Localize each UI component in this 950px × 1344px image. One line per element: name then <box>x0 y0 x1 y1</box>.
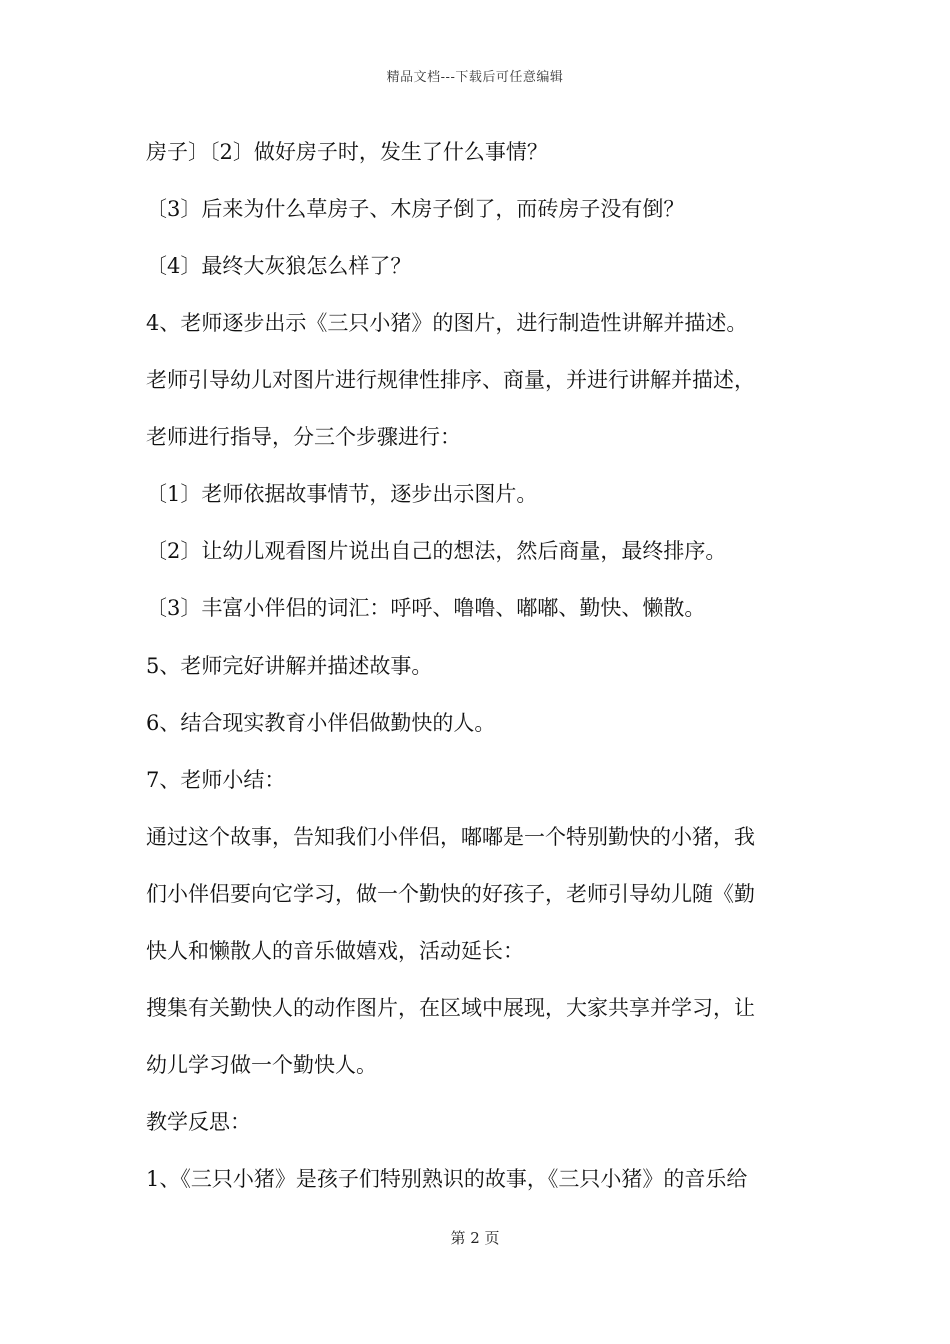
text-line: 房子〕〔2〕做好房子时，发生了什么事情？ <box>146 140 548 164</box>
text-line: 〔3〕丰富小伴侣的词汇：呼呼、噜噜、嘟嘟、勤快、懒散。 <box>146 596 706 620</box>
text-line: 老师引导幼儿对图片进行规律性排序、商量，并进行讲解并描述， <box>146 368 755 392</box>
text-line: 通过这个故事，告知我们小伴侣，嘟嘟是一个特别勤快的小猪，我 <box>146 825 755 849</box>
text-line: 〔4〕最终大灰狼怎么样了？ <box>146 254 412 278</box>
text-line: 〔2〕让幼儿观看图片说出自己的想法，然后商量，最终排序。 <box>146 539 727 563</box>
text-line: 幼儿学习做一个勤快人。 <box>146 1053 377 1077</box>
text-line: 老师进行指导，分三个步骤进行： <box>146 425 461 449</box>
text-line: 教学反思： <box>146 1110 251 1134</box>
text-line: 搜集有关勤快人的动作图片，在区域中展现，大家共享并学习，让 <box>146 996 755 1020</box>
text-line: 1、《三只小猪》是孩子们特别熟识的故事，《三只小猪》的音乐给 <box>146 1167 748 1191</box>
text-line: 6、结合现实教育小伴侣做勤快的人。 <box>146 711 496 735</box>
text-line: 快人和懒散人的音乐做嬉戏，活动延长： <box>146 939 524 963</box>
text-line: 7、老师小结： <box>146 768 286 792</box>
page-number: 第 2 页 <box>450 1229 500 1247</box>
text-line: 4、老师逐步出示《三只小猪》的图片，进行制造性讲解并描述。 <box>146 311 748 335</box>
text-line: 们小伴侣要向它学习，做一个勤快的好孩子，老师引导幼儿随《勤 <box>146 882 755 906</box>
page-header: 精品文档---下载后可任意编辑 <box>386 70 564 85</box>
text-line: 〔1〕老师依据故事情节，逐步出示图片。 <box>146 482 538 506</box>
text-line: 5、老师完好讲解并描述故事。 <box>146 654 433 678</box>
text-line: 〔3〕后来为什么草房子、木房子倒了，而砖房子没有倒？ <box>146 197 685 221</box>
